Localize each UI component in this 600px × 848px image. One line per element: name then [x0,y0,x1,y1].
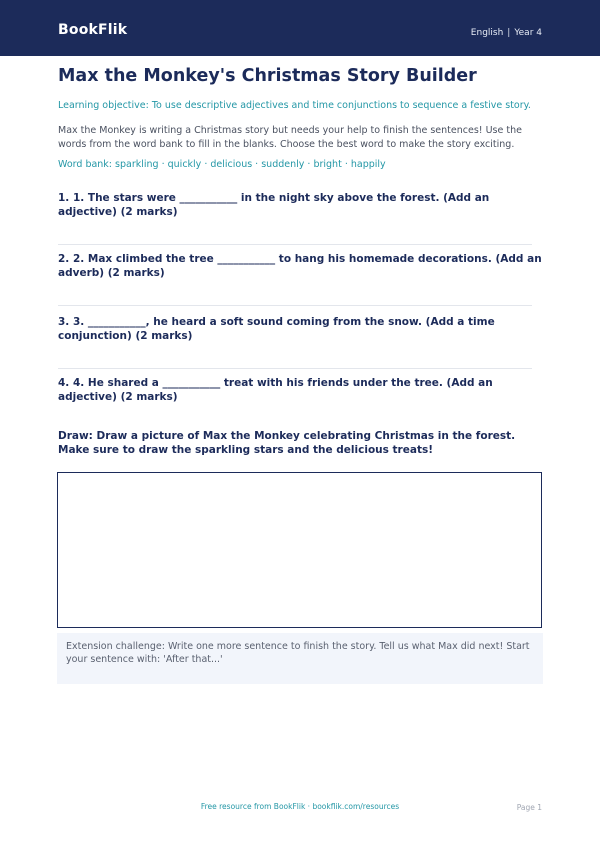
learning-objective: Learning objective: To use descriptive adjectives and time conjunctions to sequence a festive story. [58,100,531,111]
answer-line-3[interactable] [58,368,532,369]
answer-line-1[interactable] [58,244,532,245]
header-meta [471,28,542,38]
meta-separator: | [507,28,511,38]
question-3: 3. 3. ___________, he heard a soft sound coming from the snow. (Add a time conjunction) (2 marks) [58,316,495,342]
subject-label: English [470,28,504,38]
question-4: 4. 4. He shared a ___________ treat with his friends under the tree. (Add an adjective) (2 marks) [58,377,493,403]
draw-prompt: Draw: Draw a picture of Max the Monkey celebrating Christmas in the forest. Make sure to draw the sparkling stars and the delicious treats! [58,430,516,456]
footer-resource-link[interactable]: Free resource from BookFlik · bookflik.com/resources [200,802,400,811]
answer-line-2[interactable] [58,305,532,306]
drawing-area[interactable] [57,472,542,628]
extension-challenge [57,633,543,684]
extension-text: Extension challenge: Write one more sentence to finish the story. Tell us what Max did next! Start your sentence with: 'After that...' [66,641,530,665]
question-2: 2. 2. Max climbed the tree ___________ to hang his homemade decorations. (Add an adverb) (2 marks) [58,253,542,279]
page-title: Max the Monkey's Christmas Story Builder [58,66,477,86]
question-1: 1. 1. The stars were ___________ in the night sky above the forest. (Add an adjective) (2 marks) [58,192,490,218]
page-header [0,0,600,56]
intro-text: Max the Monkey is writing a Christmas story but needs your help to finish the sentences! Use the words from the word bank to fill in the blanks. Choose the best word to make the story exciting. [58,125,522,150]
year-label: Year 4 [514,28,542,38]
brand-logo[interactable]: BookFlik [58,22,128,38]
word-bank: Word bank: sparkling · quickly · delicious · suddenly · bright · happily [58,159,386,170]
page-number: Page 1 [516,803,542,812]
